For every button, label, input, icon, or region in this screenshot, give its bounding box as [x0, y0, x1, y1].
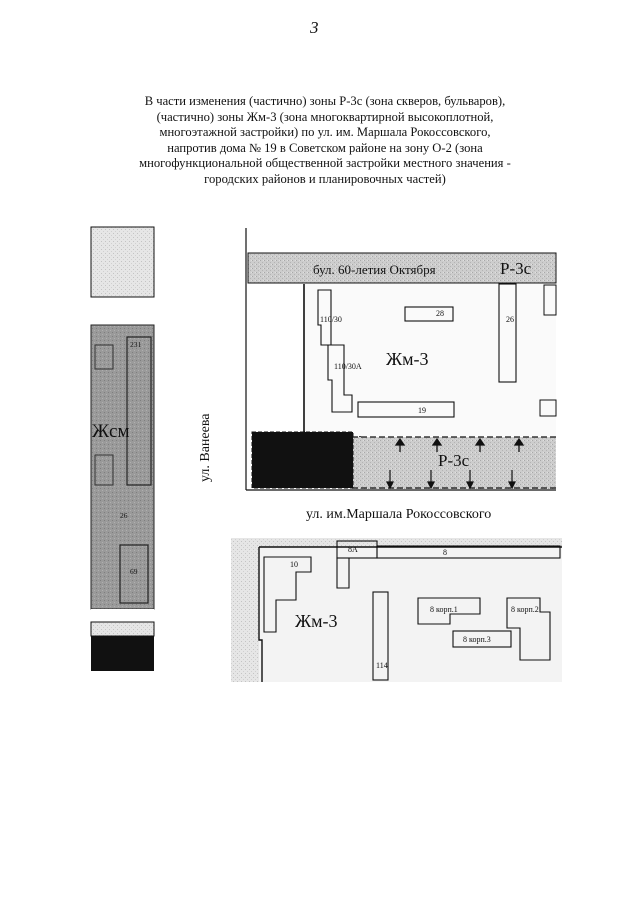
- left-strip-zhsm-zone: [91, 325, 154, 609]
- building-label-8-k2: 8 корп.2: [511, 605, 539, 614]
- caption-line-4: напротив дома № 19 в Советском районе на зону О-2 (зона: [167, 140, 483, 155]
- building-label-26-left: 26: [120, 511, 128, 520]
- building-label-8-k1: 8 корп.1: [430, 605, 458, 614]
- zone-label-r3c-top: Р-3с: [500, 259, 532, 278]
- building-label-69: 69: [130, 567, 138, 576]
- caption-line-3: многоэтажной застройки) по ул. им. Маршала Рокоссовского,: [159, 125, 491, 140]
- left-strip-light: [91, 622, 154, 636]
- building-label-110-30: 110/30: [320, 315, 342, 324]
- zone-label-zhsm: Жсм: [92, 421, 130, 442]
- building-label-26: 26: [506, 315, 514, 324]
- upper-map-fragment: [246, 228, 556, 490]
- building-label-8: 8: [443, 548, 447, 557]
- target-zone-o2: [252, 432, 353, 488]
- building-label-10: 10: [290, 560, 298, 569]
- street-label-rokossovskogo: ул. им.Маршала Рокоссовского: [306, 507, 492, 522]
- left-strip-black: [91, 636, 154, 671]
- building-label-19: 19: [418, 406, 426, 415]
- building-label-114: 114: [376, 661, 388, 670]
- zone-label-r3c-mid: Р-3с: [438, 451, 470, 470]
- left-strip-top: [91, 227, 154, 297]
- building-label-110-30a: 110/30А: [334, 362, 362, 371]
- building-label-28: 28: [436, 309, 444, 318]
- left-strip-gap: [91, 609, 154, 622]
- zone-label-zhm3-top: Жм-3: [386, 349, 429, 369]
- caption-line-6: городских районов и планировочных частей): [204, 171, 446, 186]
- caption-line-5: многофункциональной общественной застройки местного значения -: [139, 156, 511, 171]
- zone-label-zhm3-bottom: Жм-3: [295, 611, 338, 631]
- building-label-8a: 8А: [348, 545, 358, 554]
- page-number: 3: [310, 18, 319, 37]
- lower-map-fragment: [231, 538, 562, 682]
- caption-line-1: В части изменения (частично) зоны Р-3с (зона скверов, бульваров),: [144, 94, 506, 108]
- building-label-231: 231: [130, 340, 142, 349]
- street-label-vaneeva: ул. Ванеева: [198, 413, 213, 482]
- building-label-8-k3: 8 корп.3: [463, 635, 491, 644]
- street-label-boulevard: бул. 60-летия Октября: [313, 262, 436, 277]
- caption-line-2: (частично) зоны Жм-3 (зона многоквартирной высокоплотной,: [156, 109, 494, 124]
- left-map-strip: [91, 227, 154, 671]
